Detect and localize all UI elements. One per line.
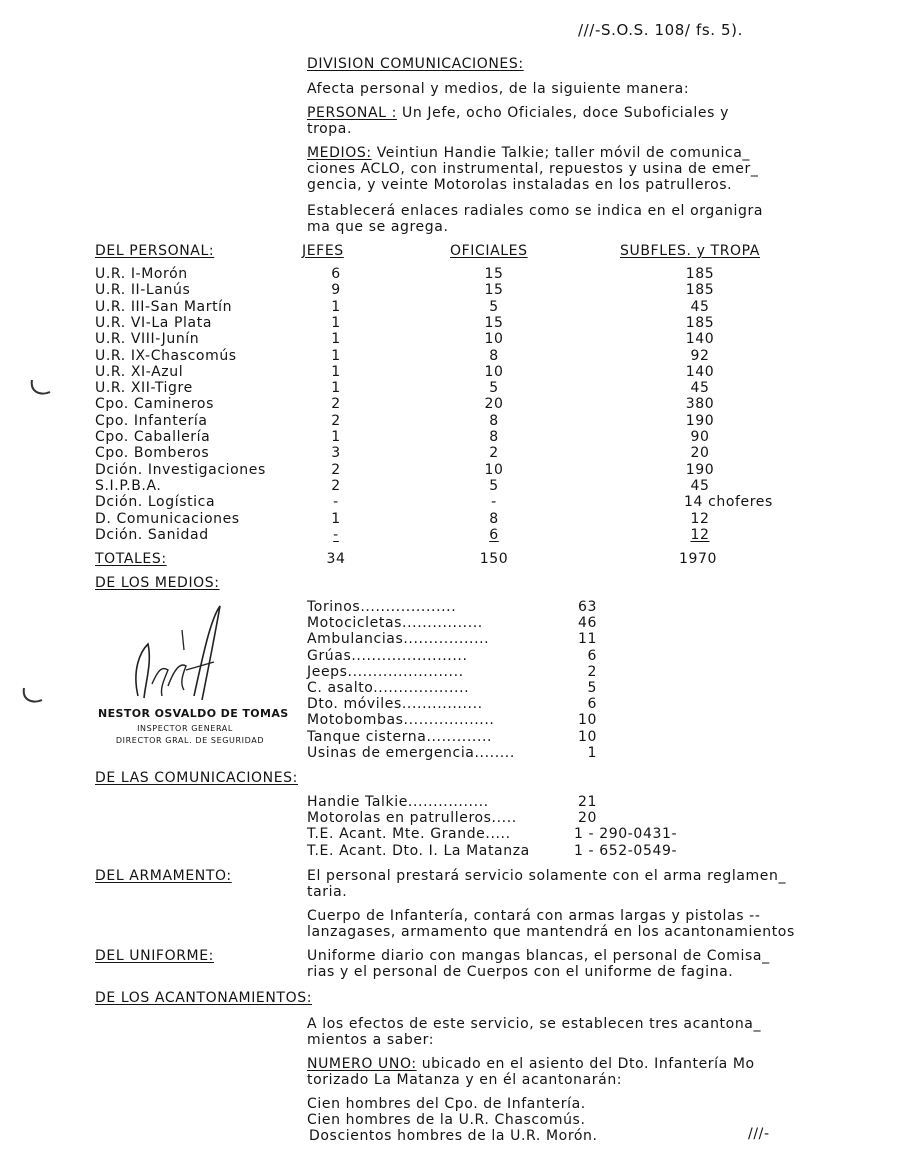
row-unit: U.R. II-Lanús xyxy=(95,282,191,299)
enlaces-text-1: Establecerá enlaces radiales como se indica en el organigra xyxy=(307,203,763,219)
signature-name: NESTOR OSVALDO DE TOMAS xyxy=(98,707,289,720)
row-subfles: 12 xyxy=(690,526,710,543)
comunicacion-label: T.E. Acant. Mte. Grande..... xyxy=(307,826,511,843)
medio-label: Dto. móviles................ xyxy=(307,696,483,713)
row-subfles: 20 xyxy=(690,445,710,462)
numero-uno-text: ubicado en el asiento del Dto. Infantería Mo xyxy=(416,1056,755,1072)
acantonamientos-header: DE LOS ACANTONAMIENTOS: xyxy=(95,990,313,1006)
signature-title-2: DIRECTOR GRAL. DE SEGURIDAD xyxy=(115,736,265,745)
row-unit: U.R. XI-Azul xyxy=(95,363,184,380)
personal-label: PERSONAL : xyxy=(307,105,397,121)
row-jefes: 2 xyxy=(331,412,341,429)
medio-value: 11 xyxy=(577,631,597,648)
signature-scribble xyxy=(110,600,240,710)
row-unit: U.R. VI-La Plata xyxy=(95,314,212,331)
totals-label: TOTALES: xyxy=(95,551,167,567)
row-oficiales: 5 xyxy=(489,477,499,494)
comunicaciones-header: DE LAS COMUNICACIONES: xyxy=(95,770,298,786)
row-subfles: 90 xyxy=(690,429,710,445)
row-jefes: 9 xyxy=(331,282,341,299)
comunicacion-value: 20 xyxy=(578,810,598,827)
col-header-jefes: JEFES xyxy=(302,243,344,259)
row-unit: Dción. Logística xyxy=(95,494,216,511)
row-jefes: 2 xyxy=(331,461,341,478)
row-unit: U.R. XII-Tigre xyxy=(95,380,193,397)
row-subfles: 14 choferes xyxy=(684,494,773,511)
medio-label: Motocicletas................ xyxy=(307,615,483,632)
row-oficiales: - xyxy=(491,494,497,511)
personal-table-label: DEL PERSONAL: xyxy=(95,243,215,259)
row-oficiales: 8 xyxy=(489,429,499,445)
row-subfles: 45 xyxy=(690,380,710,397)
row-jefes: 1 xyxy=(331,429,341,445)
row-oficiales: 10 xyxy=(484,363,504,380)
medio-label: Grúas....................... xyxy=(307,647,468,664)
totals-subfles: 1970 xyxy=(678,551,718,567)
comunicacion-value: 21 xyxy=(578,794,598,810)
row-jefes: 1 xyxy=(331,510,341,527)
armamento-text-4: lanzagases, armamento que mantendrá en los acantonamientos xyxy=(307,924,795,940)
comunicacion-phone: 1 - 290-0431- xyxy=(574,826,678,843)
totals-jefes: 34 xyxy=(326,551,346,567)
row-unit: U.R. I-Morón xyxy=(95,266,188,282)
medio-value: 10 xyxy=(577,728,597,745)
comunicacion-label: Motorolas en patrulleros..... xyxy=(307,810,517,827)
enlaces-text-2: ma que se agrega. xyxy=(307,219,449,235)
doscientos-hombres: Doscientos hombres de la U.R. Morón. xyxy=(309,1128,598,1144)
row-jefes: - xyxy=(333,494,339,511)
medio-value: 63 xyxy=(577,599,597,615)
comunicacion-label: Handie Talkie................ xyxy=(307,794,489,810)
row-oficiales: 15 xyxy=(484,282,504,299)
medio-label: Usinas de emergencia........ xyxy=(307,744,515,761)
medios-text-2: ciones ACLO, con instrumental, repuestos y usina de emer_ xyxy=(307,161,759,177)
row-oficiales: 5 xyxy=(489,298,499,315)
row-jefes: 1 xyxy=(331,314,341,331)
row-unit: Dción. Investigaciones xyxy=(95,461,266,478)
personal-paragraph xyxy=(307,105,729,121)
signature-title-1: INSPECTOR GENERAL xyxy=(137,724,233,733)
medios-header: DE LOS MEDIOS: xyxy=(95,575,220,591)
row-oficiales: 15 xyxy=(484,266,504,282)
row-oficiales: 20 xyxy=(484,396,504,413)
medio-value: 6 xyxy=(587,696,597,713)
row-jefes: 1 xyxy=(331,298,341,315)
comunicacion-phone: 1 - 652-0549- xyxy=(574,842,678,859)
medio-value: 1 xyxy=(587,744,597,761)
row-subfles: 185 xyxy=(685,282,715,299)
row-oficiales: 10 xyxy=(484,331,504,348)
numero-uno-label: NUMERO UNO: xyxy=(307,1056,417,1072)
row-oficiales: 8 xyxy=(489,347,499,364)
row-subfles: 380 xyxy=(685,396,715,413)
row-oficiales: 2 xyxy=(489,445,499,462)
row-oficiales: 5 xyxy=(489,380,499,397)
cien-hombres-2: Cien hombres de la U.R. Chascomús. xyxy=(307,1112,586,1128)
medio-label: Ambulancias................. xyxy=(307,631,490,648)
personal-text: Un Jefe, ocho Oficiales, doce Suboficiales y xyxy=(396,105,729,121)
row-subfles: 190 xyxy=(685,412,715,429)
armamento-text-3: Cuerpo de Infantería, contará con armas largas y pistolas -- xyxy=(307,908,761,924)
cien-hombres-1: Cien hombres del Cpo. de Infantería. xyxy=(307,1096,586,1112)
numero-uno-paragraph xyxy=(307,1056,755,1072)
row-unit: U.R. III-San Martín xyxy=(95,298,233,315)
row-jefes: 6 xyxy=(331,266,341,282)
personal-text-2: tropa. xyxy=(307,121,353,137)
row-unit: U.R. VIII-Junín xyxy=(95,331,200,348)
medios-paragraph xyxy=(307,145,750,161)
page-reference: ///-S.O.S. 108/ fs. 5). xyxy=(578,21,743,39)
medio-label: C. asalto................... xyxy=(307,680,470,696)
row-unit: Cpo. Camineros xyxy=(95,396,214,413)
row-jefes: 1 xyxy=(331,363,341,380)
medios-label: MEDIOS: xyxy=(307,145,372,161)
medio-value: 6 xyxy=(587,647,597,664)
continues-mark: ///- xyxy=(748,1126,770,1142)
medios-text: Veintiun Handie Talkie; taller móvil de comunica_ xyxy=(371,145,751,161)
row-jefes: 2 xyxy=(331,477,341,494)
uniforme-header: DEL UNIFORME: xyxy=(95,948,214,964)
row-unit: D. Comunicaciones xyxy=(95,510,240,527)
armamento-text-2: taria. xyxy=(307,884,348,900)
division-title: DIVISION COMUNICACIONES: xyxy=(307,56,524,72)
row-oficiales: 10 xyxy=(484,461,504,478)
row-jefes: 1 xyxy=(331,347,341,364)
col-header-oficiales: OFICIALES xyxy=(450,243,528,259)
punch-mark-top xyxy=(28,376,54,400)
row-oficiales: 6 xyxy=(489,526,499,543)
row-subfles: 140 xyxy=(685,363,715,380)
col-header-subfles: SUBFLES. y TROPA xyxy=(620,243,760,259)
row-jefes: 3 xyxy=(331,445,341,462)
row-oficiales: 8 xyxy=(489,412,499,429)
row-jefes: 2 xyxy=(331,396,341,413)
row-subfles: 45 xyxy=(690,298,710,315)
row-unit: Cpo. Bomberos xyxy=(95,445,210,462)
numero-uno-text-2: torizado La Matanza y en él acantonarán: xyxy=(307,1072,623,1088)
uniforme-text-1: Uniforme diario con mangas blancas, el personal de Comisa_ xyxy=(307,948,770,964)
uniforme-text-2: rias y el personal de Cuerpos con el uniforme de fagina. xyxy=(307,964,734,980)
medio-label: Jeeps....................... xyxy=(307,663,464,680)
row-subfles: 190 xyxy=(685,461,715,478)
medio-label: Tanque cisterna............. xyxy=(307,728,493,745)
row-subfles: 92 xyxy=(690,347,710,364)
row-unit: U.R. IX-Chascomús xyxy=(95,347,237,364)
medio-value: 2 xyxy=(587,663,597,680)
comunicacion-label: T.E. Acant. Dto. I. La Matanza xyxy=(307,842,530,859)
medio-label: Motobombas.................. xyxy=(307,712,495,729)
medio-value: 46 xyxy=(577,615,597,632)
row-oficiales: 15 xyxy=(484,314,504,331)
row-oficiales: 8 xyxy=(489,510,499,527)
row-jefes: - xyxy=(333,526,339,543)
medio-label: Torinos................... xyxy=(307,599,457,615)
acantonamientos-text-2: mientos a saber: xyxy=(307,1032,435,1048)
row-subfles: 45 xyxy=(690,477,710,494)
armamento-text-1: El personal prestará servicio solamente con el arma reglamen_ xyxy=(307,868,787,884)
row-subfles: 12 xyxy=(690,510,710,527)
row-unit: Dción. Sanidad xyxy=(95,526,209,543)
medio-value: 5 xyxy=(587,680,597,696)
row-unit: Cpo. Infantería xyxy=(95,412,208,429)
medios-text-3: gencia, y veinte Motorolas instaladas en los patrulleros. xyxy=(307,177,733,193)
row-subfles: 140 xyxy=(685,331,715,348)
row-subfles: 185 xyxy=(685,266,715,282)
acantonamientos-text-1: A los efectos de este servicio, se establecen tres acantona_ xyxy=(307,1016,762,1032)
punch-mark-bottom xyxy=(20,684,46,708)
row-jefes: 1 xyxy=(331,380,341,397)
row-unit: S.I.P.B.A. xyxy=(95,477,162,494)
medio-value: 10 xyxy=(577,712,597,729)
row-subfles: 185 xyxy=(685,314,715,331)
row-jefes: 1 xyxy=(331,331,341,348)
totals-oficiales: 150 xyxy=(479,551,509,567)
row-unit: Cpo. Caballería xyxy=(95,429,211,445)
division-intro: Afecta personal y medios, de la siguiente manera: xyxy=(307,81,690,97)
armamento-header: DEL ARMAMENTO: xyxy=(95,868,232,884)
